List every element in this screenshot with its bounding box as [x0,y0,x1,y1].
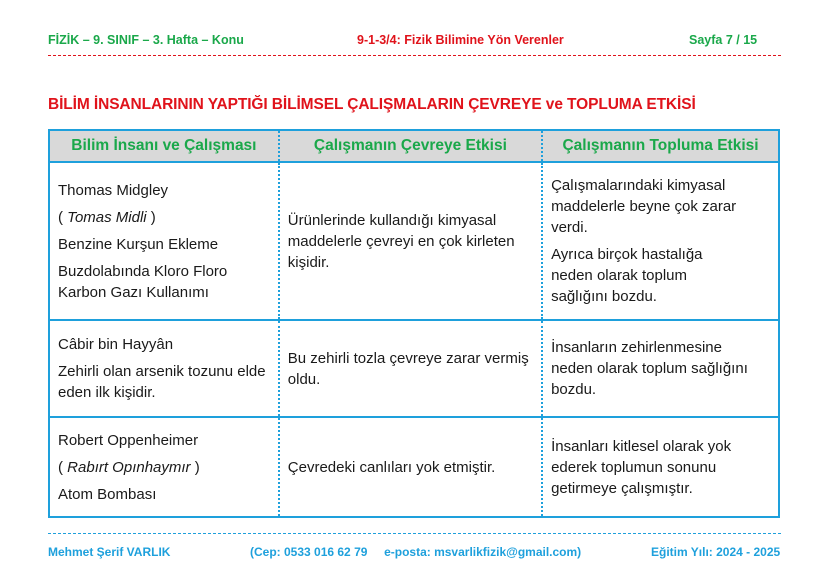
footer-year: Eğitim Yılı: 2024 - 2025 [651,545,781,559]
scientist-work: Buzdolabında Kloro Floro Karbon Gazı Kullanımı [58,262,228,301]
header-course: FİZİK – 9. SINIF – 3. Hafta – Konu [48,33,244,47]
column-header-scientist: Bilim İnsanı ve Çalışması [49,130,279,162]
footer-contact: (Cep: 0533 016 62 79 e-posta: msvarlikfizik@gmail.com) [250,545,582,559]
header-divider [48,55,781,56]
header-page-number: Sayfa 7 / 15 [689,33,758,47]
society-effect: Ayrıca birçok hastalığa neden olarak toplum sağlığını bozdu. [551,246,703,305]
page-title: BİLİM İNSANLARININ YAPTIĞI BİLİMSEL ÇALIŞMALARIN ÇEVREYE ve TOPLUMA ETKİSİ [48,96,696,113]
scientist-cell [49,320,279,417]
scientist-pronunciation: ( Tomas Midli ) [58,208,156,226]
column-header-society: Çalışmanın Topluma Etkisi [542,130,779,162]
society-effect: Çalışmalarındaki kimyasal maddelerle beyne çok zarar verdi. [551,177,737,236]
scientist-cell [49,162,279,320]
column-header-environment: Çalışmanın Çevreye Etkisi [279,130,542,162]
scientist-name: Thomas Midgley [58,181,169,199]
scientist-work: Atom Bombası [58,485,157,503]
scientist-name: Robert Oppenheimer [58,431,199,449]
scientist-pronunciation: ( Rabırt Opınhaymır ) [58,458,200,476]
scientist-name: Câbir bin Hayyân [58,336,174,353]
scientist-work: Zehirli olan arsenik tozunu elde eden ilk kişidir. [58,363,266,401]
footer-author: Mehmet Şerif VARLIK [48,545,171,559]
environment-cell: Bu zehirli tozla çevreye zarar vermiş oldu. [279,320,542,417]
scientist-cell [49,417,279,517]
society-cell: İnsanların zehirlenmesine neden olarak toplum sağlığını bozdu. [551,339,748,398]
environment-cell: Ürünlerinde kullandığı kimyasal maddelerle çevreyi en çok kirleten kişidir. [279,162,542,320]
society-cell [542,162,779,320]
table-row [49,320,779,417]
table-row [49,417,779,517]
society-cell: İnsanları kitlesel olarak yok ederek toplumun sonunu getirmeye çalışmıştır. [551,437,732,497]
table-header-row [49,130,779,162]
footer-divider [48,533,781,534]
environment-cell: Çevredeki canlıları yok etmiştir. [279,417,542,517]
scientist-work: Benzine Kurşun Ekleme [58,235,219,253]
impact-table [48,129,780,518]
table-row [49,162,779,320]
header-topic: 9-1-3/4: Fizik Bilimine Yön Verenler [357,33,564,47]
